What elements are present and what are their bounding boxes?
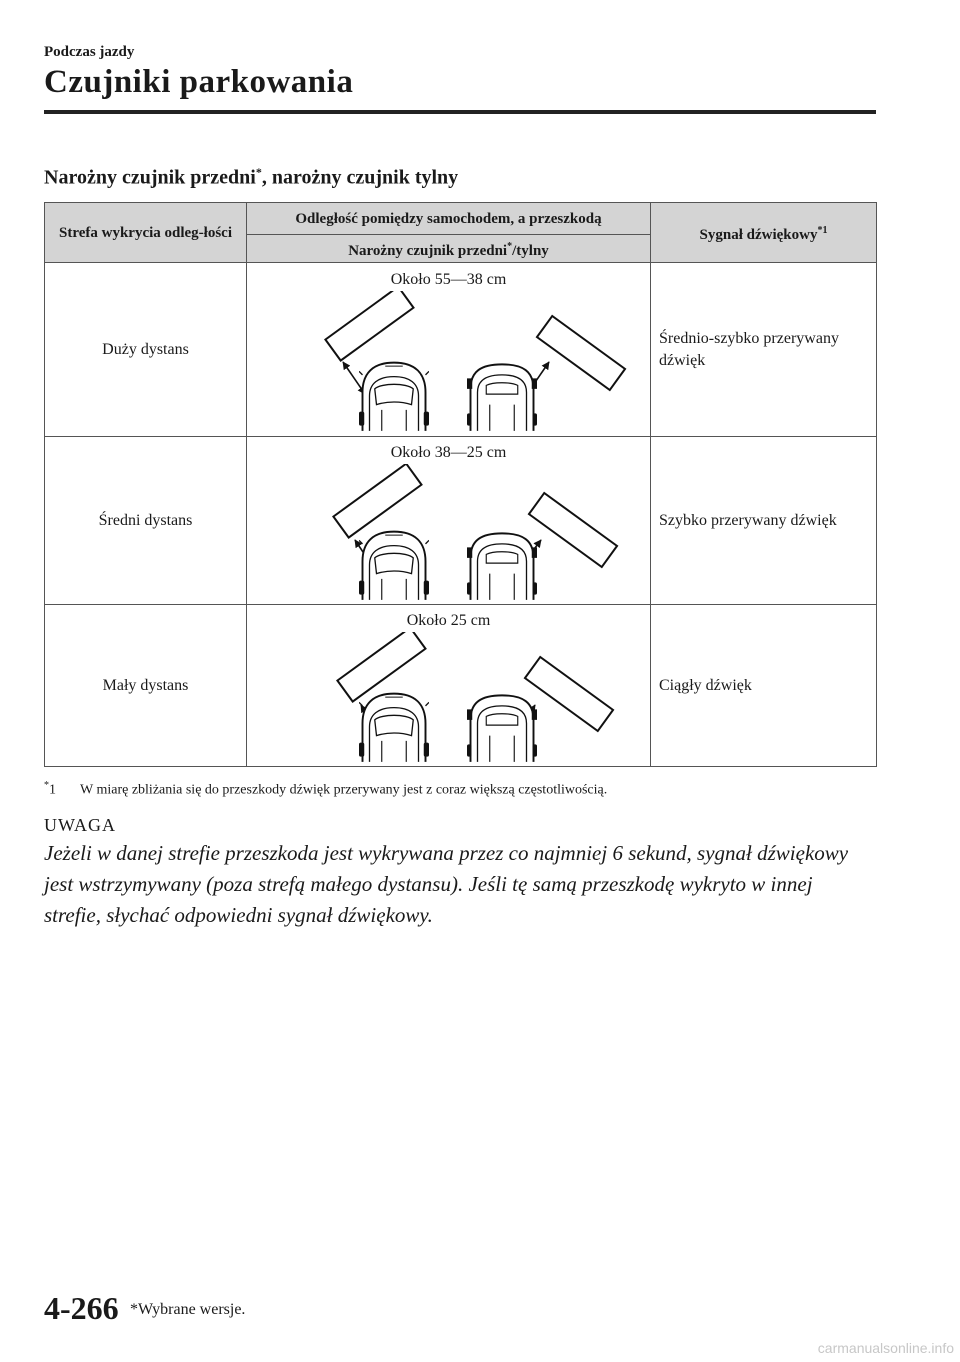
- header-signal-label: Sygnał dźwiękowy: [699, 226, 818, 243]
- car-front-icon: [359, 694, 429, 762]
- car-front-icon: [359, 532, 429, 600]
- obstacle-right: [528, 493, 616, 567]
- zone-name: Mały dystans: [45, 605, 247, 767]
- distance-label: Około 55—38 cm: [390, 271, 507, 288]
- signal-description: Szybko przerywany dźwięk: [651, 437, 877, 605]
- subheading-rest: , narożny czujnik tylny: [261, 166, 459, 189]
- car-front-icon: [359, 363, 429, 431]
- obstacle-left: [325, 291, 413, 361]
- car-rear-icon: [467, 533, 537, 600]
- header-signal: [651, 203, 877, 263]
- obstacle-left: [337, 632, 425, 702]
- header-sensor-mark: *: [507, 240, 513, 252]
- header-zone: Strefa wykrycia odleg-łości: [45, 203, 247, 263]
- header-sensor-post: /tylny: [512, 242, 549, 259]
- table-row: [45, 263, 877, 437]
- car-rear-icon: [467, 695, 537, 762]
- distance-cell: [247, 605, 651, 767]
- signal-description: Ciągły dźwięk: [651, 605, 877, 767]
- page-number: 4-266: [44, 1290, 119, 1326]
- footnote-text: W miarę zbliżania się do przeszkody dźwięk przerywany jest z coraz większą częstotliwością.: [80, 782, 608, 798]
- header-sensor-pre: Narożny czujnik przedni: [348, 242, 508, 259]
- section-label: Podczas jazdy: [44, 44, 135, 60]
- subheading-mark: *: [255, 165, 262, 179]
- corner-sensor-diagram: [269, 464, 629, 602]
- table-row: [45, 605, 877, 767]
- subheading-text: Narożny czujnik przedni: [44, 166, 256, 189]
- note-body: Jeżeli w danej strefie przeszkoda jest wykrywana przez co najmniej 6 sekund, sygnał dźwiękowy jest wstrzymywany (poza strefą małego dystansu). Jeśli tę samą przeszkodę wykryto w innej strefie, słychać odpowiedni sygnał dźwiękowy.: [44, 841, 849, 927]
- footnote-number: 1: [49, 782, 56, 798]
- note-title: UWAGA: [44, 815, 116, 835]
- header-distance: Odległość pomiędzy samochodem, a przeszkodą: [247, 203, 651, 235]
- footer-note: *Wybrane wersje.: [130, 1301, 246, 1318]
- distance-cell: [247, 437, 651, 605]
- obstacle-right: [536, 316, 624, 390]
- zone-name: Średni dystans: [45, 437, 247, 605]
- watermark: carmanualsonline.info: [817, 1340, 954, 1356]
- signal-description: Średnio-szybko przerywany dźwięk: [651, 263, 877, 437]
- corner-sensor-diagram: [269, 632, 629, 764]
- detection-zones-table: [44, 202, 877, 767]
- distance-label: Około 38—25 cm: [390, 444, 507, 461]
- header-signal-mark: *1: [817, 224, 828, 236]
- distance-label: Około 25 cm: [406, 612, 491, 629]
- page-title: Czujniki parkowania: [44, 64, 354, 100]
- obstacle-left: [333, 464, 421, 538]
- footnote-asterisk: *: [44, 780, 49, 791]
- obstacle-right: [524, 657, 612, 731]
- footnote: [44, 780, 607, 799]
- subheading: [44, 165, 458, 190]
- title-rule: [44, 110, 876, 114]
- distance-cell: [247, 263, 651, 437]
- zone-name: Duży dystans: [45, 263, 247, 437]
- table-row: [45, 437, 877, 605]
- car-rear-icon: [467, 364, 537, 431]
- header-sensor: [247, 235, 651, 263]
- corner-sensor-diagram: [269, 291, 629, 433]
- footnote-mark: [44, 780, 80, 799]
